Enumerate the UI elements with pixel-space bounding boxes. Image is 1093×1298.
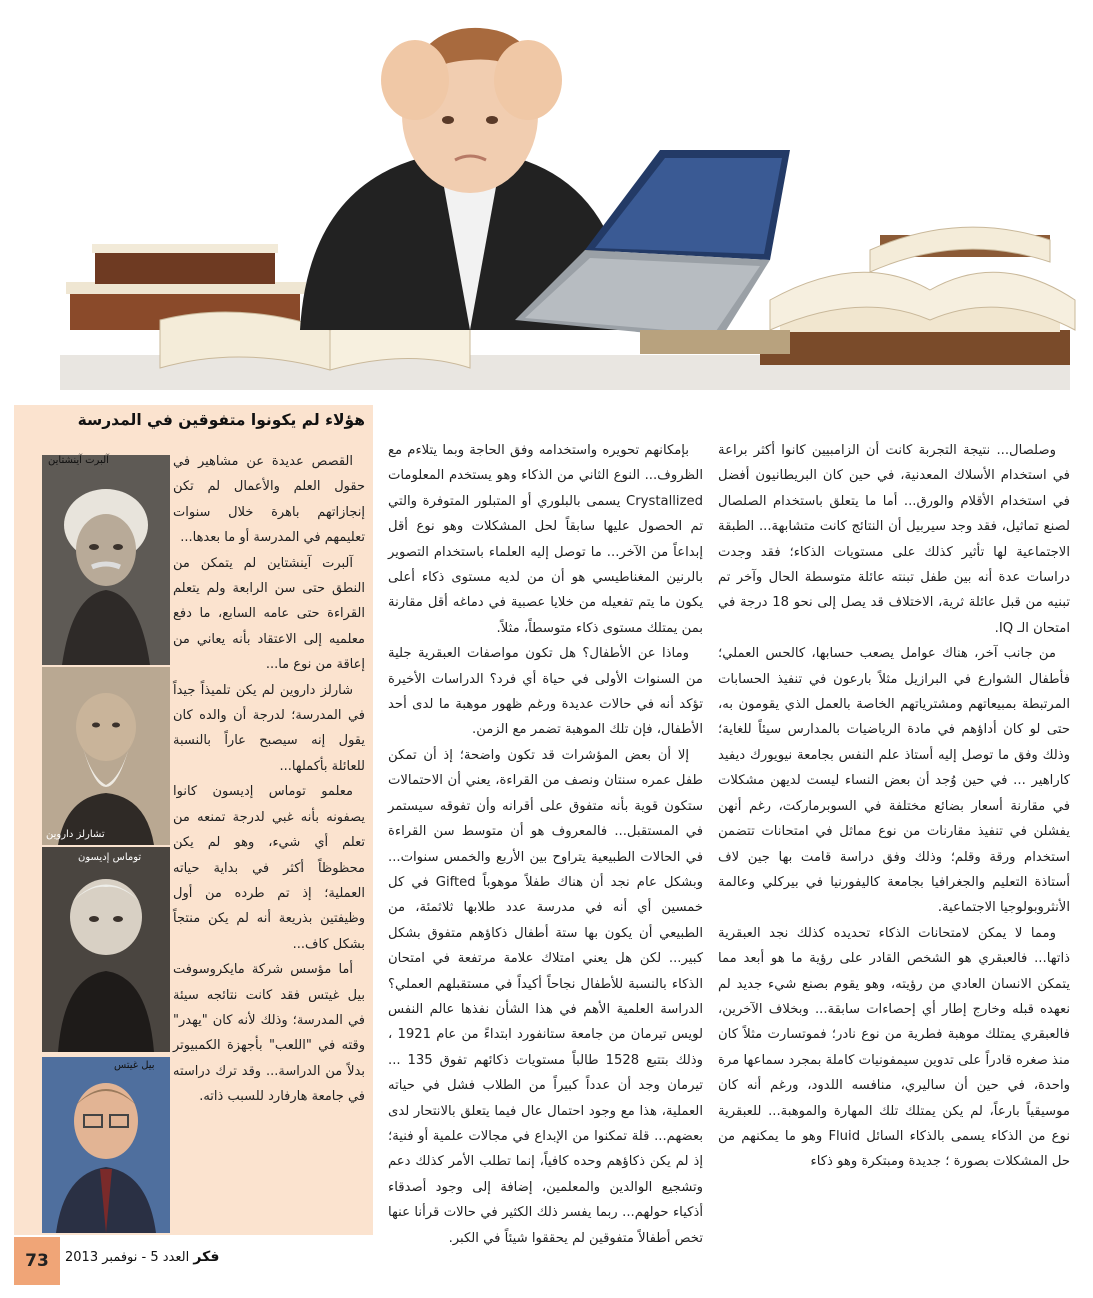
gates-caption: بيل غيتس: [114, 1060, 155, 1071]
sidebar-paragraph: آلبرت آينشتاين لم يتمكن من النطق حتى سن الرابعة ولم يتعلم القراءة حتى عامه السابع، ما دفع معلميه إلى الاعتقاد بأنه يعاني من إعاقة من نوع ما...: [173, 555, 365, 673]
sidebar-text: [173, 449, 365, 1110]
edison-caption: توماس إديسون: [78, 852, 142, 863]
einstein-photo: [42, 455, 170, 665]
issue-label: العدد 5 - نوفمبر 2013: [65, 1250, 190, 1265]
sidebar-paragraph: شارلز داروين لم يكن تلميذاً جيداً في المدرسة؛ لدرجة أن والده كان يقول إنه سيصبح عاراً بالنسبة للعائلة بأكملها...: [173, 682, 365, 774]
article-paragraph: ومما لا يمكن لامتحانات الذكاء تحديده كذلك نجد العبقرية ذاتها... فالعبقري هو الشخص القادر على رؤية ما هو أبعد مما يتمكن الانسان العادي من رؤيته، وهو يقوم بصنع شيء جديد لم نعهده قبله وخارج إطار أي إحصاءات سابقة... وبخلاف الآخرين، فالعبقري يمتلك موهبة فطرية من نوع نادر؛ فموتسارت مثلاً كان منذ صغره قادراً على تدوين سيمفونيات كاملة بمجرد سماعها مرة واحدة، في حين أن ساليري، منافسه اللدود، ورغم أنه كان موسيقياً بارعاً، لم يكن يمتلك تلك المهارة والموهبة... للعبقرية نوع من الذكاء يسمى بالذكاء السائل Fluid وهو ما يمكنهم من حل المشكلات بصورة ؛ جديدة ومبتكرة وهو ذكاء: [718, 925, 1070, 1170]
sidebar-box: [14, 405, 373, 1235]
article-paragraph: من جانب آخر، هناك عوامل يصعب حسابها، كالحس العملي؛ فأطفال الشوارع في البرازيل مثلاً بارعون في تنفيذ الحسابات المرتبطة بمبيعاتهم ومشترياتهم الخاصة بالعمل الذي يقومون به، حتى لو كان أداؤهم في مادة الرياضيات بالمدارس سيئاً للغاية؛ وذلك وفق ما توصل إليه أستاذ علم النفس بجامعة نيويورك ديفيد كاراهير ... في حين وُجد أن بعض النساء ليست لديهن مشكلات في مقارنة أسعار بضائع مختلفة في السوبرماركت، رغم أنهن يفشلن في تنفيذ مقارنات من نوع مماثل في امتحانات تتضمن استخدام ورقة وقلم؛ وذلك وفق دراسة قامت بها جين لاف أستاذة التعليم والجغرافيا بجامعة كاليفورنيا في بيركلي وعالمة الأنثروبولوجيا الاجتماعية.: [718, 646, 1070, 916]
darwin-caption: تشارلز داروين: [46, 829, 105, 840]
sidebar-paragraph: أما مؤسس شركة مايكروسوفت بيل غيتس فقد كانت نتائجه سيئة في المدرسة؛ وذلك لأنه كان "يهدر" وقته في "اللعب" بأجهزة الكمبيوتر بدلاً من الدراسة... وقد ترك دراسته في جامعة هارفارد للسبب ذاته.: [173, 962, 365, 1105]
sidebar-paragraph: معلمو توماس إديسون كانوا يصفونه بأنه غبي لدرجة تمنعه من تعلم أي شيء، وهو لم يكن محظوظاً أكثر في بداية حياته العملية؛ إذ تم طرده من أول وظيفتين بذريعة أنه لم يكن منتجاً بشكل كاف...: [173, 784, 365, 952]
gates-photo: [42, 1057, 170, 1233]
article-column-middle: [388, 438, 703, 1251]
page-number: 73: [14, 1237, 60, 1285]
einstein-caption: آلبرت آينشتاين: [48, 455, 109, 466]
magazine-name: فكر: [193, 1249, 220, 1265]
article-column-right: [718, 438, 1070, 1175]
magazine-footer: [65, 1249, 219, 1265]
article-paragraph: وماذا عن الأطفال؟ هل تكون مواصفات العبقرية جلية من السنوات الأولى في حياة أي فرد؟ الدراسات الأخيرة تؤكد أنه في حالات عديدة ورغم ظهور موهبة ما لدى أحد الأطفال، فإن تلك الموهبة تضمر مع الزمن.: [388, 646, 703, 738]
article-paragraph: وصلصال... نتيجة التجربة كانت أن الزامبيين كانوا أكثر براعة في استخدام الأسلاك المعدنية، في حين كان البريطانيون أفضل في استخدام الأقلام والورق... أما ما يتعلق باستخدام الصلصال لصنع تماثيل، فقد وجد سيربيل أن النتائج كانت متشابهة... الطبقة الاجتماعية لها تأثير كذلك على مستويات الذكاء؛ فقد وجدت دراسات عدة أنه بين طفل تبنته عائلة متوسطة الحال وآخر تم تبنيه من قبل عائلة ثرية، الاختلاف قد يصل إلى نحو 18 درجة في امتحان الـ IQ.: [718, 443, 1070, 636]
article-paragraph: بإمكانهم تحويره واستخدامه وفق الحاجة وبما يتلاءم مع الظروف... النوع الثاني من الذكاء وهو يستخدم المعلومات Crystallized يسمى بالبلوري أو المتبلور المتوفرة والتي تم الحصول عليها سابقاً لحل المشكلات وهو نوع أقل إبداعاً من الآخر... ما توصل إليه العلماء باستخدام التصوير بالرنين المغناطيسي هو أن من لديه مستوى ذكاء أعلى يكون ما يتم تفعيله من خلايا عصبية في دماغه أقل مقارنة بمن يمتلك مستوى ذكاء متوسطاً، مثلاً.: [388, 443, 703, 636]
hero-child-laptop-illustration: [0, 0, 1093, 390]
hero-image: [0, 0, 1093, 390]
article-paragraph: إلا أن بعض المؤشرات قد تكون واضحة؛ إذ أن تمكن طفل عمره سنتان ونصف من القراءة، يعني أن الاحتمالات ستكون قوية بأنه متفوق على أقرانه وأن تفوقه سيستمر في المستقبل... فالمعروف هو أن متوسط سن القراءة في الحالات الطبيعية يتراوح بين الأربع والخمس سنوات... وبشكل عام نجد أن هناك طفلاً موهوباً Gifted في كل خمسين أي أنه في مدرسة عدد طلابها ثلاثمئة، من الطبيعي أن يكون بها ستة أطفال ذكاؤهم متفوق بشكل كبير... لكن هل يعني امتلاك علامة مرتفعة في امتحان الذكاء بالنسبة للأطفال نجاحاً أكيداً في مستقبلهم العملي؟ الدراسة العلمية الأهم في هذا الشأن نفذها عالم النفس لويس تيرمان من جامعة ستانفورد ابتداءً من عام 1921 ، وذلك بتتبع 1528 طالباً مستويات ذكائهم تفوق 135 ... تيرمان وجد أن عدداً كبيراً من الطلاب فشل في حياته العملية، هذا مع وجود احتمال عال فيما يتعلق بالانتحار لدى بعضهم... قلة تمكنوا من الإبداع في مجالات علمية أو فنية؛ إذ لم يكن ذكاؤهم وحده كافياً، إنما تطلب الأمر كذلك دعم وتشجيع الوالدين والمعلمين، إضافة إلى وجود أصدقاء أذكياء حولهم... ربما يفسر ذلك الكثير في حالات قرأنا عنها تخص أطفالاً متفوقين لم يحققوا شيئاً في الكبر.: [388, 747, 703, 1246]
sidebar-title: هؤلاء لم يكونوا متفوقين في المدرسة: [77, 411, 365, 429]
sidebar-paragraph: القصص عديدة عن مشاهير في حقول العلم والأعمال لم تكن إنجازاتهم باهرة خلال سنوات تعليمهم في المدرسة أو ما بعدها...: [173, 454, 365, 546]
darwin-photo: [42, 667, 170, 845]
edison-photo: [42, 847, 170, 1052]
